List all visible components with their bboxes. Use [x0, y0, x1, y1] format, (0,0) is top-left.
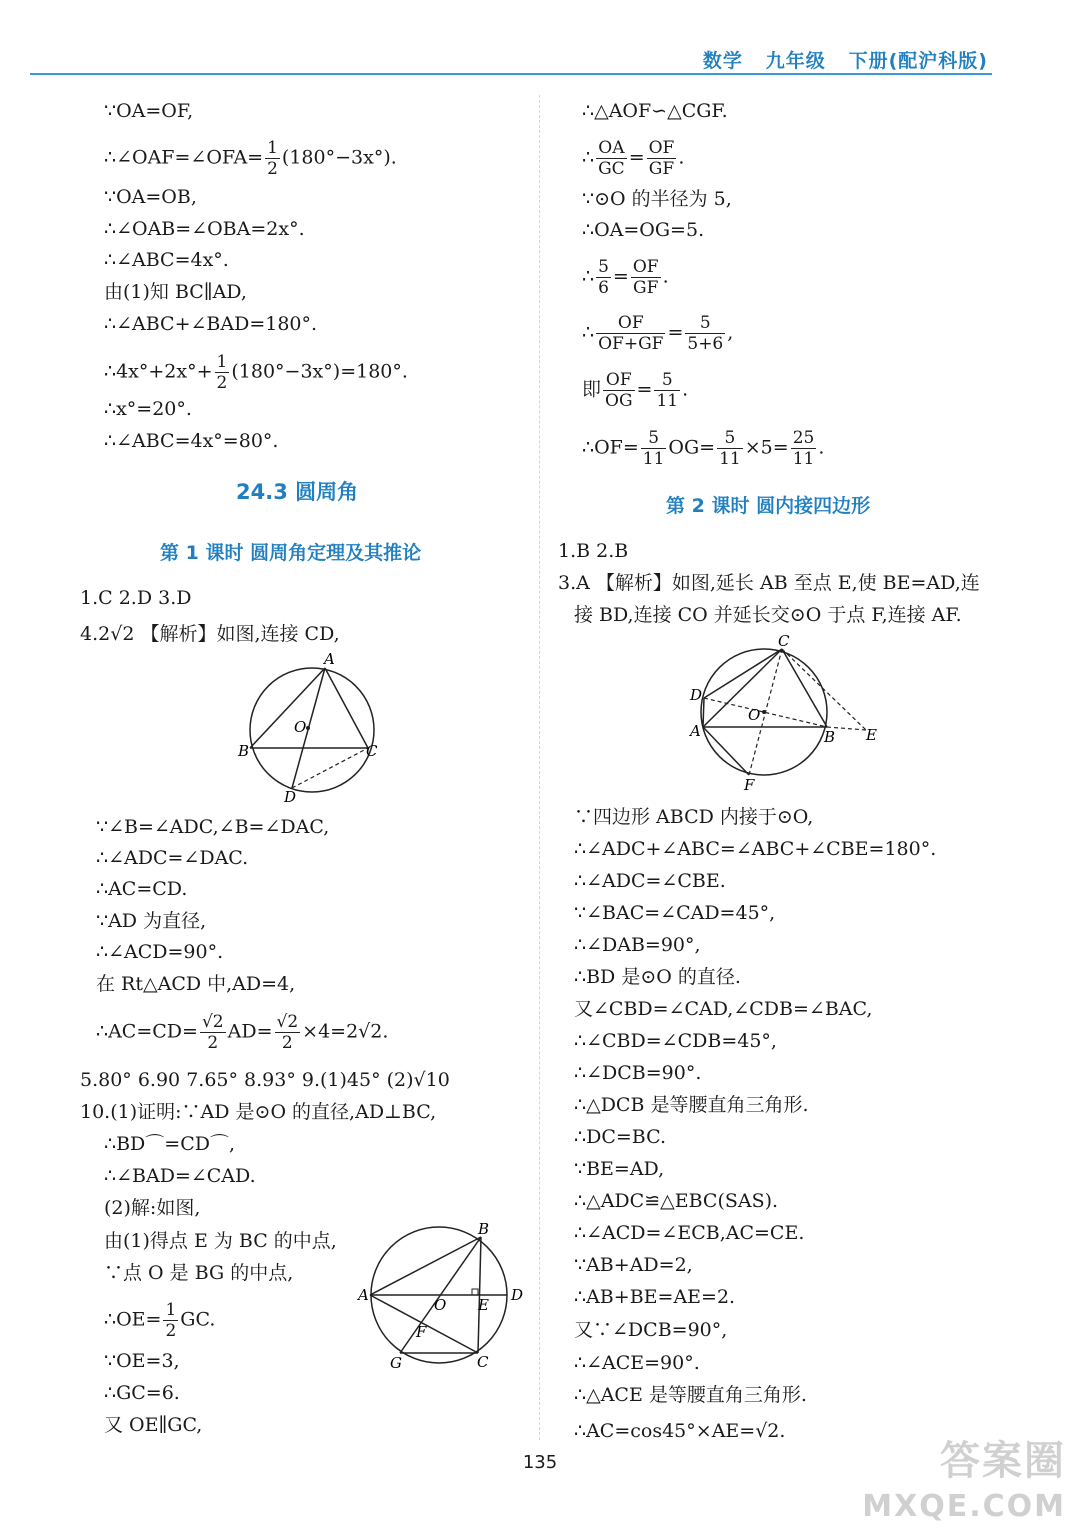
svg-text:B: B — [824, 728, 836, 746]
text-line: 又 OE∥GC, — [104, 1414, 203, 1436]
text-line: ∴BD⌒=CD⌒, — [104, 1133, 236, 1155]
text-line: 即 $\frac{OF}{OG}$ = $\frac{5}{11}$ . — [582, 370, 689, 411]
page-number: 135 — [522, 1452, 558, 1473]
text-line: ∴OF= $\frac{5}{11}$ OG= $\frac{5}{11}$ ×5= $\frac{25}{11}$ . — [582, 428, 825, 469]
svg-text:B: B — [478, 1222, 490, 1238]
text-line: ∴△ADC≌△EBC(SAS). — [574, 1190, 779, 1212]
svg-text:D: D — [690, 686, 703, 704]
watermark: 答案圈 MXQE.COM — [862, 1438, 1066, 1524]
text-line: ∵四边形 ABCD 内接于⊙O, — [574, 806, 814, 828]
text-line: ∴∠ABC=4x°=80°. — [104, 430, 279, 452]
circle-figure-acd — [232, 650, 392, 802]
text-line: ∴△AOF∽△CGF. — [582, 100, 728, 122]
text-line: ∴∠DCB=90°. — [574, 1062, 702, 1084]
text-line: ∴∠ACD=90°. — [96, 941, 224, 963]
text-line: ∵⊙O 的半径为 5, — [582, 188, 732, 210]
text-line: ∵OA=OF, — [104, 100, 194, 122]
svg-text:A: A — [324, 650, 335, 668]
text-line: ∴GC=6. — [104, 1382, 180, 1404]
text-line: ∴△ACE 是等腰直角三角形. — [574, 1384, 807, 1406]
text-line: ∴∠ADC+∠ABC=∠ABC+∠CBE=180°. — [574, 838, 937, 860]
text-line: ∴∠ADC=∠CBE. — [574, 870, 726, 892]
text-line: ∴ $\frac{OA}{GC}$ = $\frac{OF}{GF}$ . — [582, 138, 685, 179]
answer-line: 5.80° 6.90 7.65° 8.93° 9.(1)45° (2)√10 — [80, 1069, 450, 1091]
text-line: ∵AB+AD=2, — [574, 1254, 693, 1276]
text-line: ∵BE=AD, — [574, 1158, 665, 1180]
answer-line: 1.C 2.D 3.D — [80, 587, 192, 609]
circle-figure-abcd — [686, 632, 886, 796]
svg-text:C: C — [366, 742, 378, 760]
lesson-title: 第 1 课时 圆周角定理及其推论 — [160, 542, 422, 564]
svg-text:E: E — [478, 1296, 489, 1314]
text-line: 由(1)知 BC∥AD, — [104, 281, 247, 303]
text-line: ∵∠B=∠ADC,∠B=∠DAC, — [96, 816, 330, 838]
svg-text:A: A — [358, 1286, 369, 1304]
lesson-title: 第 2 课时 圆内接四边形 — [666, 495, 871, 517]
text-line: ∴ $\frac{5}{6}$ = $\frac{OF}{GF}$ . — [582, 257, 669, 298]
circle-figure-bgc — [356, 1222, 526, 1372]
text-line: ∴∠ADC=∠DAC. — [96, 847, 249, 869]
text-line: ∴BD 是⊙O 的直径. — [574, 966, 741, 988]
header-rule — [30, 73, 992, 75]
text-line: ∴∠ABC=4x°. — [104, 249, 229, 271]
text-line: 由(1)得点 E 为 BC 的中点, — [104, 1230, 337, 1252]
svg-text:D: D — [511, 1286, 524, 1304]
text-line: ∴ $\frac{OF}{OF+GF}$ = $\frac{5}{5+6}$ , — [582, 313, 734, 354]
text-line: ∵点 O 是 BG 的中点, — [104, 1262, 294, 1284]
svg-text:E: E — [866, 726, 877, 744]
text-line: 接 BD,连接 CO 并延长交⊙O 于点 F,连接 AF. — [574, 604, 962, 626]
svg-text:O: O — [748, 706, 761, 724]
svg-text:B: B — [238, 742, 250, 760]
svg-text:A: A — [690, 722, 701, 740]
column-divider — [539, 95, 540, 1440]
text-line: ∴∠ACD=∠ECB,AC=CE. — [574, 1222, 805, 1244]
svg-text:G: G — [390, 1354, 402, 1372]
text-line: 又∵∠DCB=90°, — [574, 1319, 728, 1341]
text-line: ∵∠BAC=∠CAD=45°, — [574, 902, 776, 924]
text-line: ∴∠ABC+∠BAD=180°. — [104, 313, 318, 335]
page-header: 数学 九年级 下册(配沪科版) — [702, 50, 988, 72]
text-line: ∴∠OAB=∠OBA=2x°. — [104, 218, 305, 240]
text-line: ∴∠CBD=∠CDB=45°, — [574, 1030, 777, 1052]
text-line: ∴∠DAB=90°, — [574, 934, 701, 956]
text-line: ∴∠BAD=∠CAD. — [104, 1165, 256, 1187]
text-line: 又∠CBD=∠CAD,∠CDB=∠BAC, — [574, 998, 873, 1020]
text-line: ∵OA=OB, — [104, 186, 197, 208]
text-line: ∴∠OAF=∠OFA= $\frac{1}{2}$ (180°−3x°). — [104, 138, 397, 179]
text-line: 10.(1)证明:∵AD 是⊙O 的直径,AD⊥BC, — [80, 1101, 437, 1123]
text-line: ∵AD 为直径, — [96, 910, 207, 932]
text-line: 3.A 【解析】如图,延长 AB 至点 E,使 BE=AD,连 — [558, 572, 980, 594]
text-line: ∴AC=cos45°×AE=√2. — [574, 1420, 786, 1442]
svg-text:F: F — [416, 1323, 427, 1341]
svg-text:F: F — [744, 776, 755, 794]
text-line: ∴△DCB 是等腰直角三角形. — [574, 1094, 809, 1116]
answer-line: 1.B 2.B — [558, 540, 629, 562]
svg-text:D: D — [284, 788, 297, 802]
svg-text:C: C — [477, 1353, 489, 1371]
text-line: ∴AB+BE=AE=2. — [574, 1286, 736, 1308]
text-line: ∴x°=20°. — [104, 398, 192, 420]
text-line: ∵OE=3, — [104, 1350, 180, 1372]
svg-text:C: C — [778, 632, 790, 650]
text-line: ∴AC=CD. — [96, 878, 188, 900]
text-line: ∴∠ACE=90°. — [574, 1352, 700, 1374]
answer-line: 4.2√2 【解析】如图,连接 CD, — [80, 623, 340, 645]
svg-text:O: O — [294, 718, 307, 736]
text-line: ∴OA=OG=5. — [582, 219, 705, 241]
text-line: ∴4x°+2x°+ $\frac{1}{2}$ (180°−3x°)=180°. — [104, 352, 408, 393]
text-line: (2)解:如图, — [104, 1197, 201, 1219]
text-line: ∴AC=CD= $\frac{√2}{2}$ AD= $\frac{√2}{2}$ ×4=2√2. — [96, 1012, 389, 1053]
text-line: ∴DC=BC. — [574, 1126, 666, 1148]
text-line: ∴OE= $\frac{1}{2}$ GC. — [104, 1300, 216, 1341]
section-title: 24.3 圆周角 — [236, 480, 359, 504]
svg-text:O: O — [434, 1296, 447, 1314]
text-line: 在 Rt△ACD 中,AD=4, — [96, 973, 296, 995]
